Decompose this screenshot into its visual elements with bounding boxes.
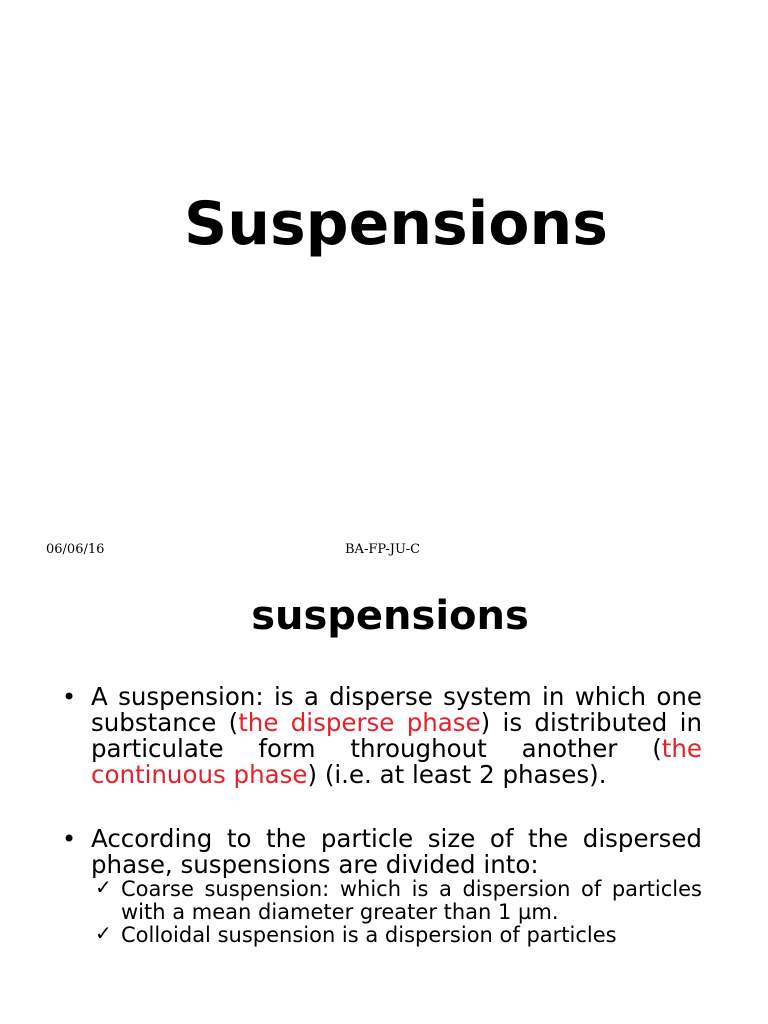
- footer-code: BA-FP-JU-C: [345, 542, 421, 557]
- bullet-icon: •: [62, 683, 77, 711]
- slide-title: Suspensions: [184, 189, 608, 259]
- footer-date: 06/06/16: [46, 542, 105, 557]
- highlight-continuous-phase: the continuous phase: [91, 734, 702, 789]
- highlight-disperse-phase: the disperse phase: [238, 708, 481, 737]
- sub-list: [91, 875, 702, 947]
- section-title: suspensions: [251, 593, 529, 639]
- check-icon: ✓: [95, 921, 112, 945]
- bullet-classification: [62, 826, 702, 947]
- bullet-icon: •: [62, 825, 77, 853]
- check-icon: ✓: [95, 875, 112, 899]
- sub-item-coarse: [91, 875, 702, 924]
- sub-item-colloidal: [91, 921, 702, 947]
- bullet-list: [62, 684, 702, 947]
- bullet-definition: [62, 684, 702, 788]
- bullet-text: ) is distributed in particulate form throughout another (: [91, 708, 702, 763]
- bullet-text: According to the particle size of the dispersed phase, suspensions are divided into:: [91, 824, 702, 879]
- bullet-text: ) (i.e. at least 2 phases).: [307, 760, 607, 789]
- sub-item-text: Colloidal suspension is a dispersion of particles: [121, 923, 617, 947]
- sub-item-text: Coarse suspension: which is a dispersion of particles with a mean diameter greater than 1 µm.: [121, 877, 702, 924]
- bullet-text: A suspension: is a disperse system in which one substance (: [91, 682, 702, 737]
